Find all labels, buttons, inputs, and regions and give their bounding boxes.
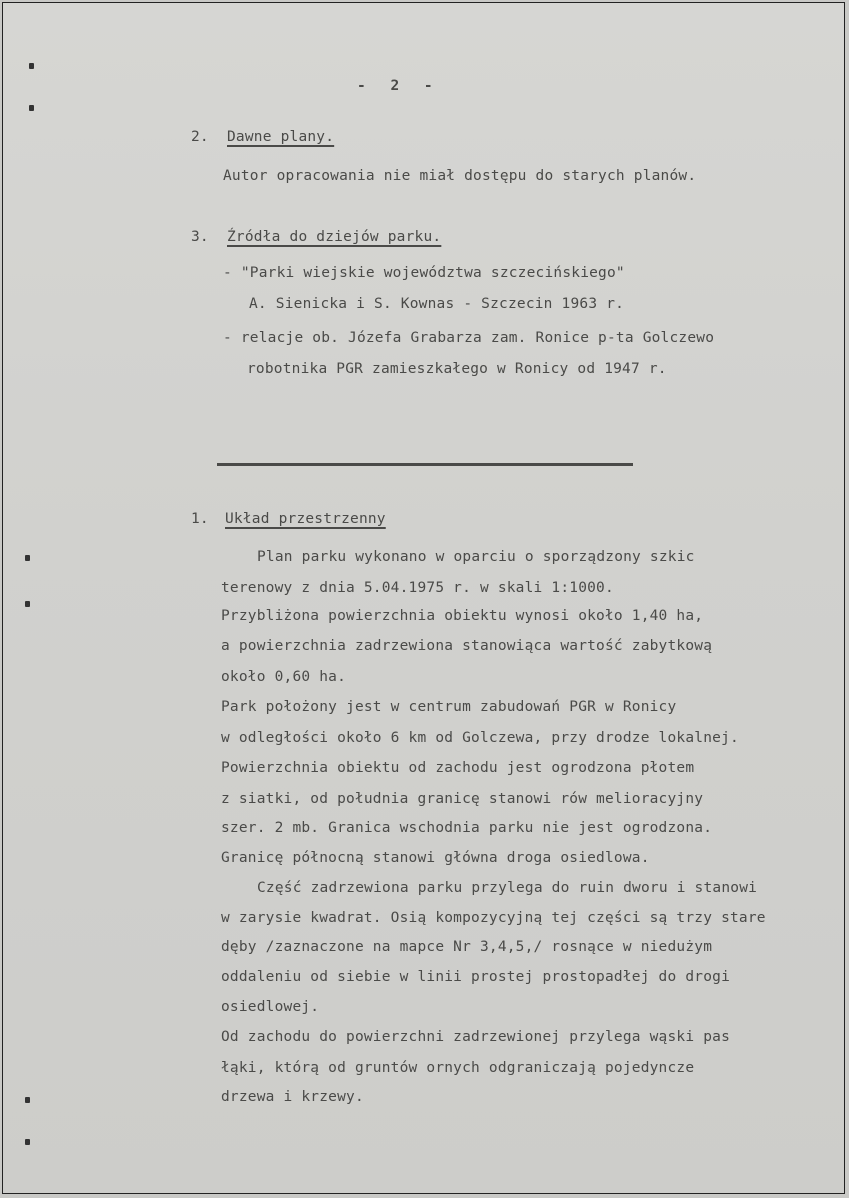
body-line: Powierzchnia obiektu od zachodu jest ogrodzona płotem — [221, 760, 695, 776]
scan-mark — [29, 63, 34, 69]
section-3-line: A. Sienicka i S. Kownas - Szczecin 1963 r. — [249, 296, 625, 312]
body-line: łąki, którą od gruntów ornych odgraniczają pojedyncze — [221, 1060, 695, 1076]
section-3-line: robotnika PGR zamieszkałego w Ronicy od 1947 r. — [247, 361, 667, 377]
scan-mark — [29, 105, 34, 111]
body-line: terenowy z dnia 5.04.1975 r. w skali 1:1000. — [221, 580, 614, 596]
page-number: - 2 - — [357, 78, 441, 94]
scan-mark — [25, 1097, 30, 1103]
section-2-title: Dawne plany. — [227, 129, 335, 145]
body-line: z siatki, od południa granicę stanowi rów melioracyjny — [221, 791, 704, 807]
section-3-line: - "Parki wiejskie województwa szczecińskiego" — [223, 265, 625, 281]
body-line: szer. 2 mb. Granica wschodnia parku nie jest ogrodzona. — [221, 820, 713, 836]
body-line: Park położony jest w centrum zabudowań PGR w Ronicy — [221, 699, 677, 715]
section-2-number: 2. — [191, 129, 209, 145]
document-page — [2, 2, 845, 1194]
body-line: drzewa i krzewy. — [221, 1089, 364, 1105]
section-1-number: 1. — [191, 511, 209, 527]
section-3-title: Źródła do dziejów parku. — [227, 229, 442, 245]
body-line: a powierzchnia zadrzewiona stanowiąca wartość zabytkową — [221, 638, 713, 654]
body-line: w odległości około 6 km od Golczewa, przy drodze lokalnej. — [221, 730, 739, 746]
scan-mark — [25, 1139, 30, 1145]
body-line: dęby /zaznaczone na mapce Nr 3,4,5,/ rosnące w niedużym — [221, 939, 713, 955]
body-line: Część zadrzewiona parku przylega do ruin dworu i stanowi — [257, 880, 758, 896]
scan-mark — [25, 601, 30, 607]
body-line: około 0,60 ha. — [221, 669, 347, 685]
body-line: Plan parku wykonano w oparciu o sporządzony szkic — [257, 549, 695, 565]
body-line: Granicę północną stanowi główna droga osiedlowa. — [221, 850, 650, 866]
section-2-text: Autor opracowania nie miał dostępu do starych planów. — [223, 168, 697, 184]
body-line: osiedlowej. — [221, 999, 320, 1015]
section-3-number: 3. — [191, 229, 209, 245]
body-line: w zarysie kwadrat. Osią kompozycyjną tej części są trzy stare — [221, 910, 766, 926]
body-line: Od zachodu do powierzchni zadrzewionej przylega wąski pas — [221, 1029, 730, 1045]
scan-mark — [25, 555, 30, 561]
body-line: oddaleniu od siebie w linii prostej prostopadłej do drogi — [221, 969, 730, 985]
chapter-underline — [217, 463, 633, 466]
section-1-title: Układ przestrzenny — [225, 511, 386, 527]
section-3-line: - relacje ob. Józefa Grabarza zam. Ronice p-ta Golczewo — [223, 330, 715, 346]
body-line: Przybliżona powierzchnia obiektu wynosi około 1,40 ha, — [221, 608, 704, 624]
